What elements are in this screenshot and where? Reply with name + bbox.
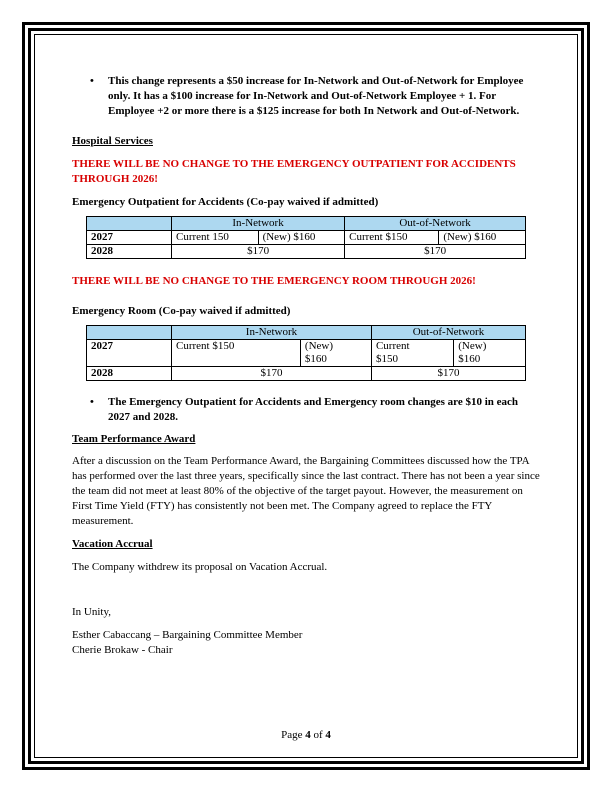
page-total: 4: [325, 729, 331, 741]
table-title-er: Emergency Room (Co-pay waived if admitted): [72, 305, 291, 317]
table-header-blank: [87, 326, 172, 340]
paragraph-team: After a discussion on the Team Performance Award, the Bargaining Committees discussed how the TPA has performed over the last three years, specifically since the last contract. There has not been a year since the team did not meet at least 80% of the objective of the target payout. However, the measurement on First Time Yield (FTY) has consistently not been met. The Company agreed to replace the FTY measurement.: [72, 455, 540, 527]
signature-line: Esther Cabaccang – Bargaining Committee Member: [72, 629, 303, 641]
page-number: 4: [305, 729, 311, 741]
table-cell: $170: [172, 245, 345, 259]
page-of-label: of: [313, 729, 323, 741]
table-cell: [454, 340, 526, 367]
document-body: [72, 72, 542, 658]
table-cell-line: Current: [375, 340, 410, 352]
table-cell: $170: [345, 245, 526, 259]
table-cell-year: 2027: [87, 231, 172, 245]
table-cell: Current 150: [172, 231, 259, 245]
table-row: [87, 245, 526, 259]
table-title-outpatient: Emergency Outpatient for Accidents (Co-pay waived if admitted): [72, 196, 379, 208]
section-heading-vacation: Vacation Accrual: [72, 538, 153, 550]
table-header-row: [87, 326, 526, 340]
table-header-out-network: Out-of-Network: [345, 217, 526, 231]
table-cell-line: $150: [375, 353, 398, 365]
bullet-list: [72, 395, 542, 425]
page-label: Page: [281, 729, 303, 741]
table-cell: [300, 340, 371, 367]
notice-no-change-outpatient: THERE WILL BE NO CHANGE TO THE EMERGENCY OUTPATIENT FOR ACCIDENTS THROUGH 2026!: [72, 158, 516, 185]
table-cell: [371, 340, 453, 367]
table-outpatient: [86, 216, 526, 259]
table-cell-line: (New): [458, 340, 487, 352]
bullet-item: • The Emergency Outpatient for Accidents and Emergency room changes are $10 in each 2027 and 2028.: [108, 395, 542, 425]
table-header-out-network: Out-of-Network: [371, 326, 525, 340]
salutation: In Unity,: [72, 606, 112, 618]
section-heading-team: Team Performance Award: [72, 433, 196, 445]
table-emergency-room: [86, 325, 526, 381]
table-cell: Current $150: [345, 231, 439, 245]
notice-no-change-er: THERE WILL BE NO CHANGE TO THE EMERGENCY ROOM THROUGH 2026!: [72, 275, 476, 287]
table-cell: (New) $160: [439, 231, 526, 245]
table-cell: $170: [172, 367, 372, 381]
table-cell-year: 2028: [87, 367, 172, 381]
page-footer: [0, 729, 612, 741]
bullet-list: [72, 74, 542, 119]
signature-line: Cherie Brokaw - Chair: [72, 644, 173, 656]
table-cell-line: $160: [304, 353, 327, 365]
table-row: [87, 231, 526, 245]
table-cell: Current $150: [172, 340, 301, 367]
table-cell-year: 2028: [87, 245, 172, 259]
table-cell-line: (New): [304, 340, 334, 352]
table-row: [87, 367, 526, 381]
table-cell: $170: [371, 367, 525, 381]
table-header-row: [87, 217, 526, 231]
table-cell-year: 2027: [87, 340, 172, 367]
table-header-in-network: In-Network: [172, 326, 372, 340]
section-heading-hospital: Hospital Services: [72, 135, 153, 147]
bullet-item: • This change represents a $50 increase for In-Network and Out-of-Network for Employee only. It has a $100 increase for In-Network and Out-of-Network Employee + 1. For Employee +2 or more there is a $125 increase for both In Network and Out-of-Network.: [108, 74, 542, 119]
table-cell-line: $160: [458, 353, 481, 365]
table-cell: (New) $160: [258, 231, 345, 245]
table-header-in-network: In-Network: [172, 217, 345, 231]
table-header-blank: [87, 217, 172, 231]
table-row: [87, 340, 526, 367]
paragraph-vacation: The Company withdrew its proposal on Vacation Accrual.: [72, 561, 328, 573]
